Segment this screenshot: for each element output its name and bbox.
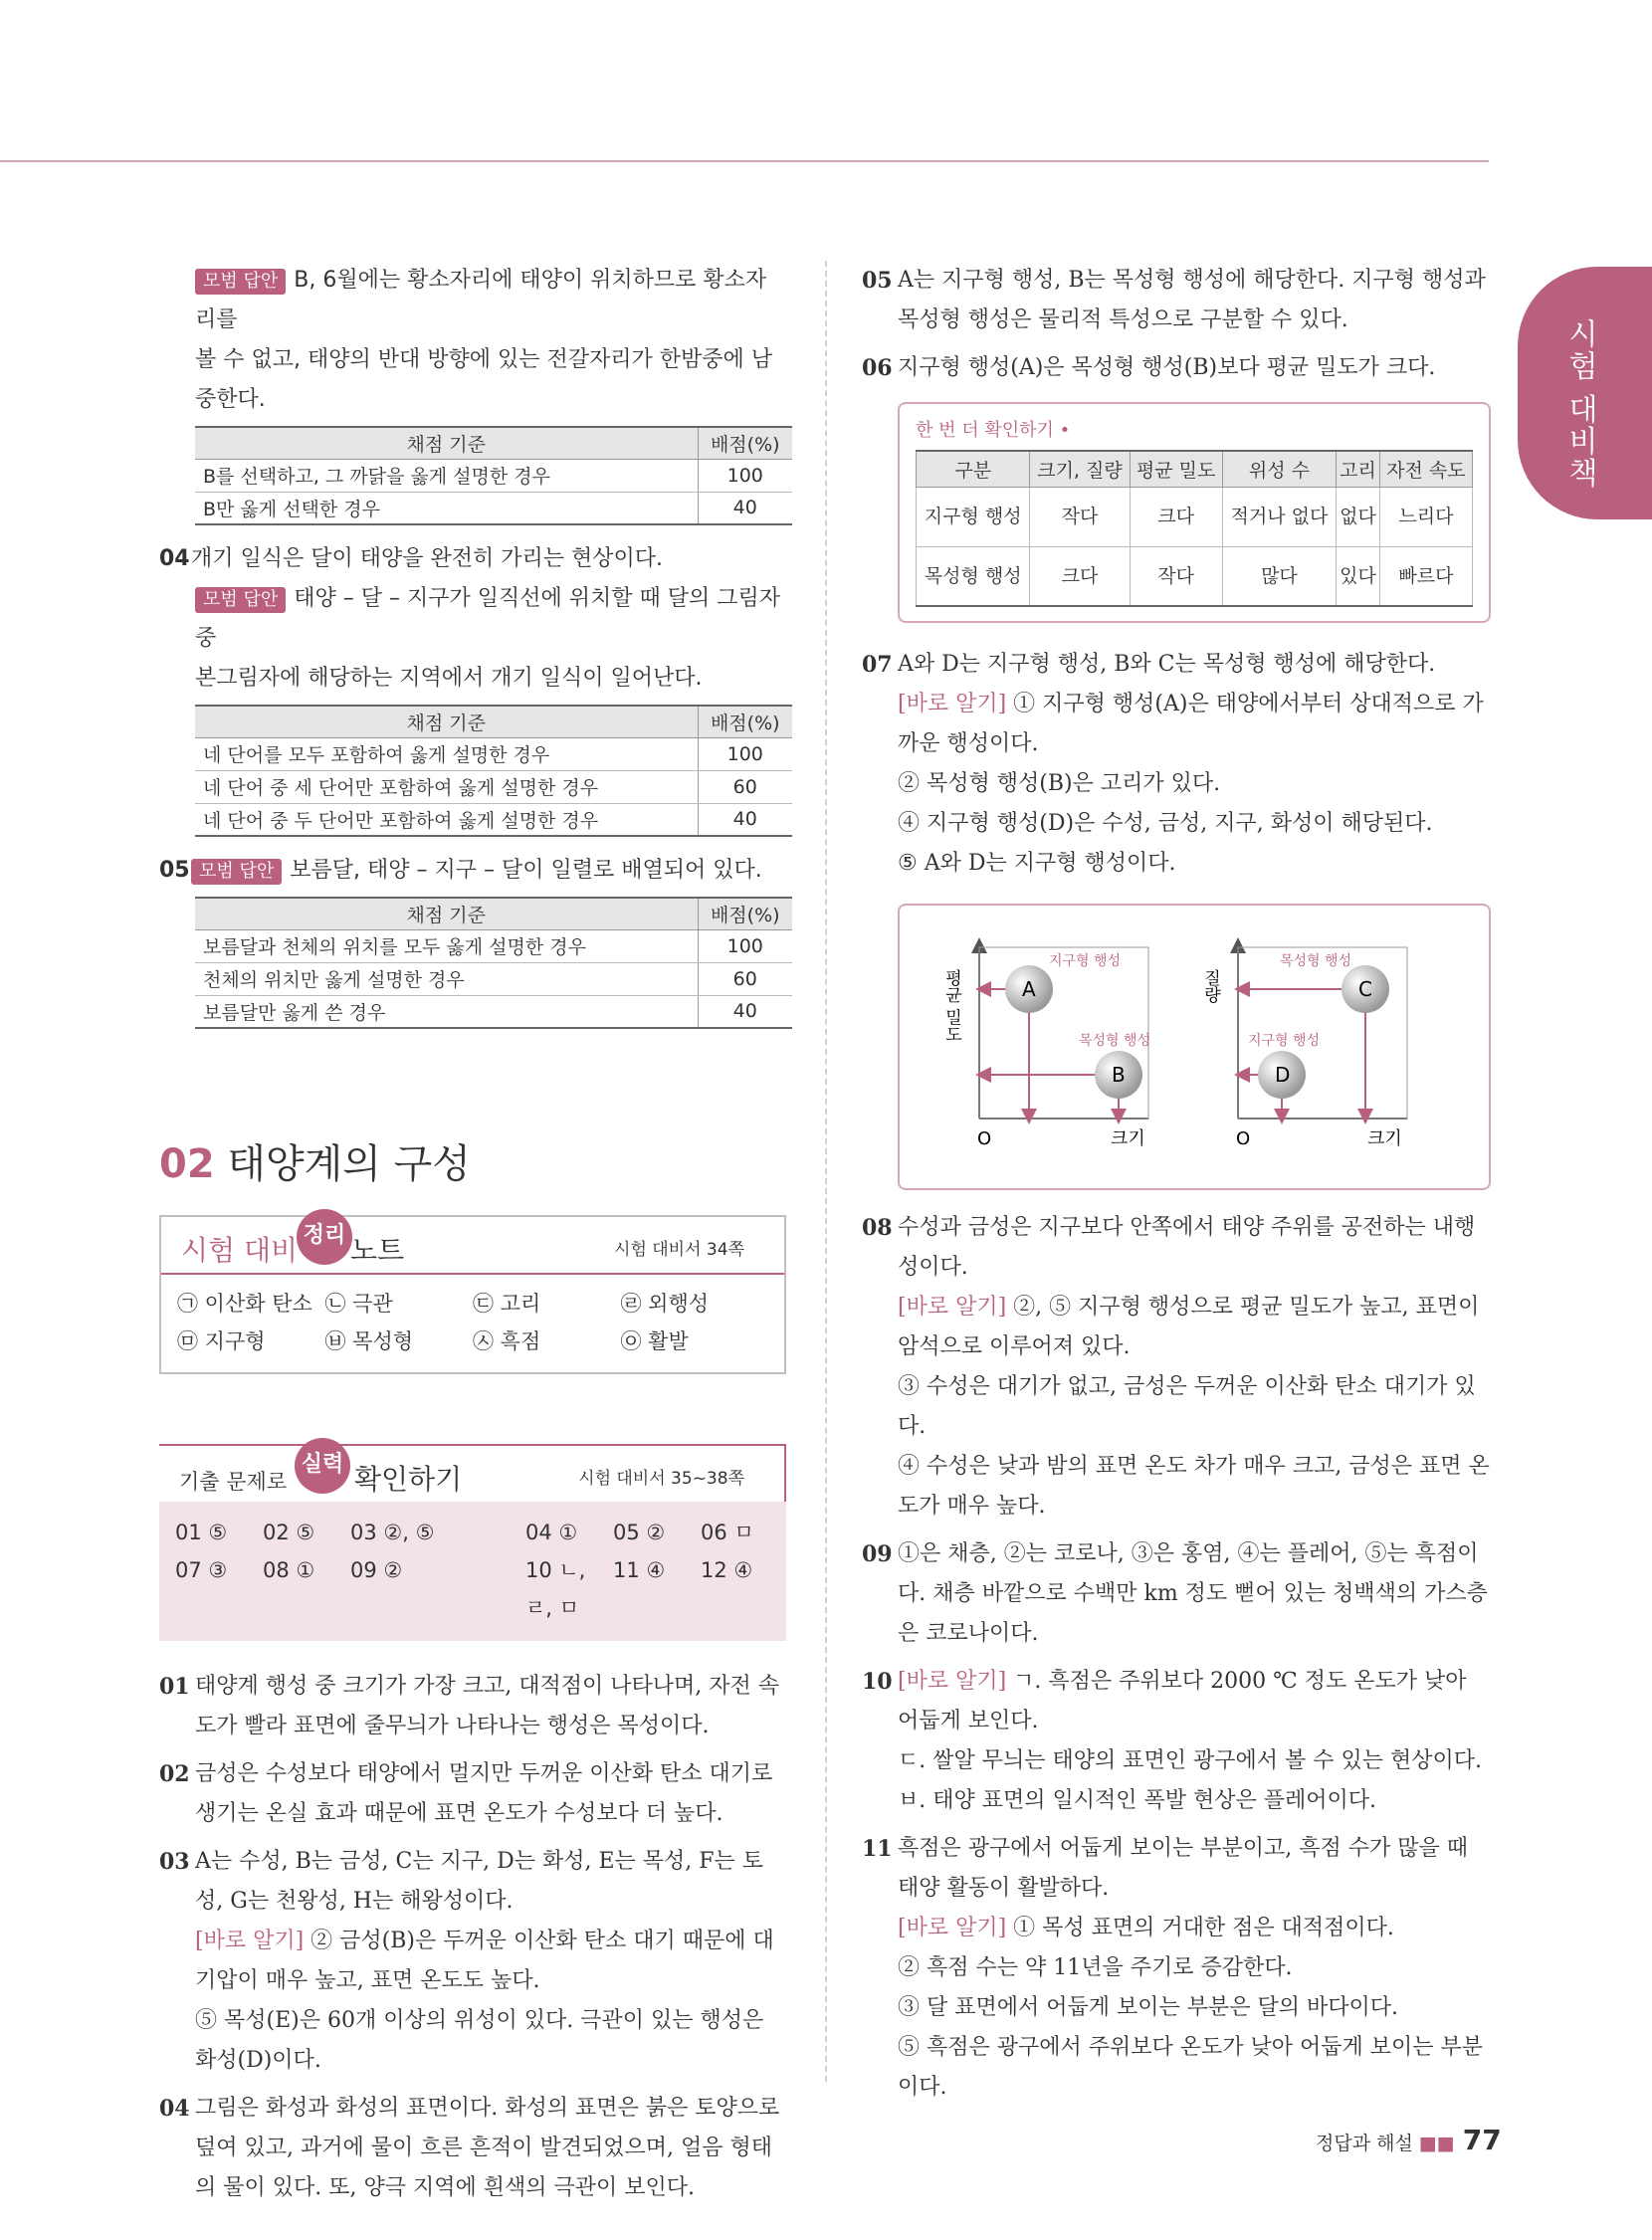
table-cell: 지구형 행성 [917, 487, 1030, 546]
correction-text: ② 목성형 행성(B)은 고리가 있다. [898, 771, 1221, 796]
chapter-side-tab [1518, 267, 1652, 519]
comparison-table [916, 450, 1473, 607]
group-label: 목성형 행성 [1079, 1033, 1151, 1049]
correction-text: ⑤ 흑점은 광구에서 주위보다 온도가 낮아 어둡게 보이는 부분이다. [898, 2035, 1483, 2100]
table-cell: 없다 [1337, 487, 1380, 546]
planet-classification-diagram [898, 904, 1491, 1190]
answer-item: 02 ⑤ [263, 1521, 315, 1544]
question-number: 04 [159, 2096, 190, 2122]
table-cell: 네 단어를 모두 포함하여 옳게 설명한 경우 [195, 737, 698, 770]
table-cell: 40 [698, 995, 792, 1028]
explanation-text: 태양계 행성 중 크기가 가장 크고, 대적점이 나타나며, 자전 속도가 빨라 표면에 줄무늬가 나타나는 행성은 목성이다. [195, 1674, 779, 1738]
table-cell: B만 옳게 선택한 경우 [195, 492, 698, 524]
explanation-item [862, 1208, 1491, 1288]
table-row [195, 803, 792, 836]
explanation-item [862, 645, 1491, 685]
question-number: 10 [862, 1669, 893, 1695]
note-reference: 시험 대비서 34쪽 [614, 1240, 744, 1260]
table-cell: 느리다 [1379, 487, 1472, 546]
correction-text: ④ 수성은 낮과 밤의 표면 온도 차가 매우 크고, 금성은 표면 온도가 매우 높다. [898, 1454, 1490, 1519]
table-row [195, 459, 792, 492]
correction-text: ① 목성 표면의 거대한 점은 대적점이다. [1013, 1916, 1394, 1940]
table-header: 크기, 질량 [1030, 451, 1130, 487]
answer-item: 09 ② [350, 1558, 403, 1582]
planet-label: B [1112, 1063, 1126, 1087]
summary-note-box [159, 1215, 786, 1374]
model-answer-text: 태양 – 달 – 지구가 일직선에 위치할 때 달의 그림자 중 [195, 586, 781, 651]
correction-text: ㅂ. 태양 표면의 일시적인 폭발 현상은 플레어이다. [898, 1788, 1376, 1813]
group-label: 지구형 행성 [1049, 953, 1122, 969]
note-title: 노트 [350, 1234, 405, 1267]
correction-tag: [바로 알기] [898, 1916, 1007, 1940]
list-item: ㉧ 활발 [620, 1329, 689, 1353]
answer-item: 01 ⑤ [175, 1521, 228, 1544]
question-number: 04 [159, 546, 190, 571]
group-label: 목성형 행성 [1280, 953, 1352, 969]
side-tab-label: 시험 대비책 [1562, 318, 1597, 490]
table-header: 배점(%) [698, 898, 792, 929]
question-number: 09 [862, 1541, 893, 1567]
check-title: 확인하기 [354, 1463, 463, 1496]
answer-item: 10 ㄴ, ㄹ, ㅁ [525, 1558, 586, 1620]
correction-tag: [바로 알기] [898, 692, 1007, 716]
table-cell: 크다 [1130, 487, 1222, 546]
explanation-text: A와 D는 지구형 행성, B와 C는 목성형 행성에 해당한다. [898, 652, 1436, 677]
planet-label: C [1358, 977, 1372, 1001]
right-column [862, 261, 1491, 2108]
table-cell: 40 [698, 803, 792, 836]
table-row [195, 737, 792, 770]
answer-item: 07 ③ [175, 1558, 228, 1582]
answer-item: 06 ㅁ [701, 1521, 754, 1544]
left-column [159, 261, 786, 2216]
question-number: 06 [862, 355, 893, 381]
explanation-item [159, 1667, 786, 1746]
table-cell: 보름달만 옳게 쓴 경우 [195, 995, 698, 1028]
question-number: 05 [862, 268, 893, 294]
y-axis-label: 질량 [1200, 969, 1220, 1003]
correction-text: ② 흑점 수는 약 11년을 주기로 증감한다. [898, 1955, 1293, 1980]
correction-text: ② 금성(B)은 두꺼운 이산화 탄소 대기 때문에 대기압이 매우 높고, 표면 온도도 높다. [195, 1929, 774, 1993]
table-header: 배점(%) [698, 427, 792, 459]
table-cell: 40 [698, 492, 792, 524]
x-axis-label: 크기 [1367, 1128, 1402, 1149]
table-header: 구분 [917, 451, 1030, 487]
list-item: ㉤ 지구형 [177, 1329, 266, 1353]
table-cell: 작다 [1030, 487, 1130, 546]
list-item: ㉢ 고리 [473, 1292, 541, 1316]
recheck-label: 한 번 더 확인하기 • [916, 420, 1071, 441]
explanation-text: ①은 채층, ②는 코로나, ③은 홍염, ④는 플레어, ⑤는 흑점이다. 채층 바깥으로 수백만 km 정도 뻗어 있는 청백색의 가스층은 코로나이다. [898, 1541, 1488, 1646]
explanation-item [862, 261, 1491, 340]
note-title: 시험 대비 [181, 1234, 299, 1267]
explanation-text: A는 지구형 행성, B는 목성형 행성에 해당한다. 지구형 행성과 목성형 행성은 물리적 특성으로 구분할 수 있다. [898, 268, 1486, 332]
table-cell: 많다 [1222, 546, 1336, 606]
table-row [195, 929, 792, 962]
table-header: 배점(%) [698, 706, 792, 737]
answer-item: 12 ④ [701, 1558, 753, 1582]
table-header: 평균 밀도 [1130, 451, 1222, 487]
table-row [195, 770, 792, 803]
diagram-svg [900, 906, 1487, 1188]
table-header: 자전 속도 [1379, 451, 1472, 487]
table-cell: 빠르다 [1379, 546, 1472, 606]
top-rule [0, 160, 1489, 162]
correction-text: ④ 지구형 행성(D)은 수성, 금성, 지구, 화성이 해당된다. [898, 811, 1433, 836]
explanation-item [159, 1754, 786, 1834]
planet-label: D [1275, 1063, 1291, 1087]
table-cell: 보름달과 천체의 위치를 모두 옳게 설명한 경우 [195, 929, 698, 962]
y-axis-label: 평균 밀도 [941, 969, 961, 1043]
explanation-item [159, 1842, 786, 1922]
table-row [917, 546, 1473, 606]
check-circle-badge: 실력 [295, 1438, 350, 1494]
answer-item: 04 ① [525, 1521, 578, 1544]
explanation-text: 흑점은 광구에서 어둡게 보이는 부분이고, 흑점 수가 많을 때 태양 활동이 활발하다. [898, 1836, 1468, 1901]
q03-model-answer [159, 261, 786, 340]
section-number: 02 [159, 1141, 215, 1187]
explanation-text: 수성과 금성은 지구보다 안쪽에서 태양 주위를 공전하는 내행성이다. [898, 1215, 1476, 1280]
correction-text: ③ 달 표면에서 어둡게 보이는 부분은 달의 바다이다. [898, 1995, 1398, 2020]
scoring-table-2 [195, 705, 792, 837]
q04 [159, 539, 786, 579]
table-header: 채점 기준 [195, 706, 698, 737]
group-label: 지구형 행성 [1248, 1033, 1321, 1049]
model-answer-text: B, 6월에는 황소자리에 태양이 위치하므로 황소자리를 [195, 268, 767, 332]
correction [862, 685, 1491, 764]
explanation-item [862, 348, 1491, 388]
correction-text: ① 지구형 행성(A)은 태양에서부터 상대적으로 가까운 행성이다. [898, 692, 1484, 756]
model-answer-text: 보름달, 태양 – 지구 – 달이 일렬로 배열되어 있다. [290, 858, 762, 883]
scoring-table-1 [195, 426, 792, 525]
correction-text: ㄷ. 쌀알 무늬는 태양의 표면인 광구에서 볼 수 있는 현상이다. [898, 1748, 1482, 1773]
table-cell: 작다 [1130, 546, 1222, 606]
scoring-table-3 [195, 897, 792, 1029]
correction-tag: [바로 알기] [898, 1669, 1007, 1694]
answer-item: 11 ④ [613, 1558, 666, 1582]
question-number: 03 [159, 1849, 190, 1875]
planet-label: A [1022, 977, 1036, 1001]
table-cell: 크다 [1030, 546, 1130, 606]
answer-grid [159, 1502, 786, 1641]
table-header: 고리 [1337, 451, 1380, 487]
explanation-item [159, 2089, 786, 2208]
table-cell: 100 [698, 929, 792, 962]
correction [862, 1288, 1491, 1367]
table-header: 채점 기준 [195, 898, 698, 929]
list-item: ㉡ 극관 [324, 1292, 393, 1316]
table-cell: 네 단어 중 세 단어만 포함하여 옳게 설명한 경우 [195, 770, 698, 803]
table-header: 채점 기준 [195, 427, 698, 459]
table-cell: 60 [698, 962, 792, 995]
table-cell: B를 선택하고, 그 까닭을 옳게 설명한 경우 [195, 459, 698, 492]
explanation-item [862, 1534, 1491, 1654]
explanation-text: A는 수성, B는 금성, C는 지구, D는 화성, E는 목성, F는 토성, G는 천왕성, H는 해왕성이다. [195, 1849, 764, 1914]
question-number: 07 [862, 652, 893, 678]
question-number: 08 [862, 1215, 893, 1241]
note-header [161, 1217, 784, 1275]
correction-text: ㄱ. 흑점은 주위보다 2000 ℃ 정도 온도가 낮아 어둡게 보인다. [898, 1669, 1467, 1733]
table-cell: 목성형 행성 [917, 546, 1030, 606]
check-title: 기출 문제로 [179, 1470, 288, 1494]
table-cell: 60 [698, 770, 792, 803]
section-title: 태양계의 구성 [227, 1141, 471, 1187]
table-row [195, 492, 792, 524]
q05 [159, 851, 786, 891]
list-item: ㉣ 외행성 [620, 1292, 710, 1316]
q04-model-answer [159, 579, 786, 659]
explanation-text: 지구형 행성(A)은 목성형 행성(B)보다 평균 밀도가 크다. [898, 355, 1436, 380]
correction-tag: [바로 알기] [195, 1929, 305, 1953]
model-answer-text: 볼 수 없고, 태양의 반대 방향에 있는 전갈자리가 한밤중에 남중한다. [195, 347, 772, 412]
table-cell: 100 [698, 737, 792, 770]
question-number: 05 [159, 858, 190, 883]
column-divider [825, 261, 827, 2082]
table-row [917, 487, 1473, 546]
page-footer [1316, 2124, 1502, 2156]
footer-dots-icon: ■■ [1418, 2133, 1455, 2154]
table-row [195, 962, 792, 995]
answer-item: 03 ②, ⑤ [350, 1521, 435, 1544]
x-axis-label: 크기 [1111, 1128, 1145, 1149]
origin-label: O [1236, 1128, 1251, 1149]
list-item: ㉥ 목성형 [324, 1329, 414, 1353]
recheck-box [898, 402, 1491, 623]
correction-tag: [바로 알기] [898, 1295, 1007, 1320]
model-answer-badge: 모범 답안 [195, 587, 286, 613]
page-number: 77 [1462, 2124, 1502, 2156]
question-text: 개기 일식은 달이 태양을 완전히 가리는 현상이다. [191, 546, 663, 571]
check-reference: 시험 대비서 35~38쪽 [578, 1469, 744, 1489]
table-cell: 천체의 위치만 옳게 설명한 경우 [195, 962, 698, 995]
explanation-text: 금성은 수성보다 태양에서 멀지만 두꺼운 이산화 탄소 대기로 생기는 온실 효과 때문에 표면 온도가 수성보다 더 높다. [195, 1761, 773, 1826]
answer-item: 08 ① [263, 1558, 315, 1582]
answer-item: 05 ② [613, 1521, 666, 1544]
footer-label: 정답과 해설 [1316, 2133, 1413, 2154]
correction-text: ⑤ A와 D는 지구형 행성이다. [898, 851, 1176, 876]
question-number: 02 [159, 1761, 190, 1787]
explanations-left [159, 1667, 786, 2208]
explanation-text: 그림은 화성과 화성의 표면이다. 화성의 표면은 붉은 토양으로 덮여 있고, 과거에 물이 흐른 흔적이 발견되었으며, 얼음 형태의 물이 있다. 또, 양극 지역에 흰색의 극관이 보인다. [195, 2096, 780, 2200]
model-answer-badge: 모범 답안 [191, 859, 282, 885]
table-row [195, 995, 792, 1028]
correction-text: ②, ⑤ 지구형 행성으로 평균 밀도가 높고, 표면이 암석으로 이루어져 있다. [898, 1295, 1480, 1359]
table-cell: 100 [698, 459, 792, 492]
origin-label: O [977, 1128, 992, 1149]
question-number: 01 [159, 1674, 190, 1700]
table-cell: 적거나 없다 [1222, 487, 1336, 546]
correction [159, 1922, 786, 2001]
correction-text: ③ 수성은 대기가 없고, 금성은 두꺼운 이산화 탄소 대기가 있다. [898, 1374, 1476, 1439]
answer-check-box [159, 1444, 786, 1641]
table-cell: 있다 [1337, 546, 1380, 606]
explanation-item [862, 1662, 1491, 1741]
check-header [159, 1444, 786, 1502]
question-number: 11 [862, 1836, 893, 1862]
model-answer-text: 본그림자에 해당하는 지역에서 개기 일식이 일어난다. [195, 666, 703, 691]
correction [862, 1909, 1491, 1948]
note-circle-badge: 정리 [297, 1209, 352, 1265]
model-answer-badge: 모범 답안 [195, 269, 286, 295]
correction-text: ⑤ 목성(E)은 60개 이상의 위성이 있다. 극관이 있는 행성은 화성(D)이다. [195, 2008, 764, 2073]
list-item: ㉠ 이산화 탄소 [177, 1292, 312, 1316]
explanation-item [862, 1829, 1491, 1909]
note-items [161, 1275, 784, 1372]
table-cell: 네 단어 중 두 단어만 포함하여 옳게 설명한 경우 [195, 803, 698, 836]
table-header: 위성 수 [1222, 451, 1336, 487]
section-heading [159, 1132, 786, 1189]
list-item: ㉦ 흑점 [473, 1329, 541, 1353]
